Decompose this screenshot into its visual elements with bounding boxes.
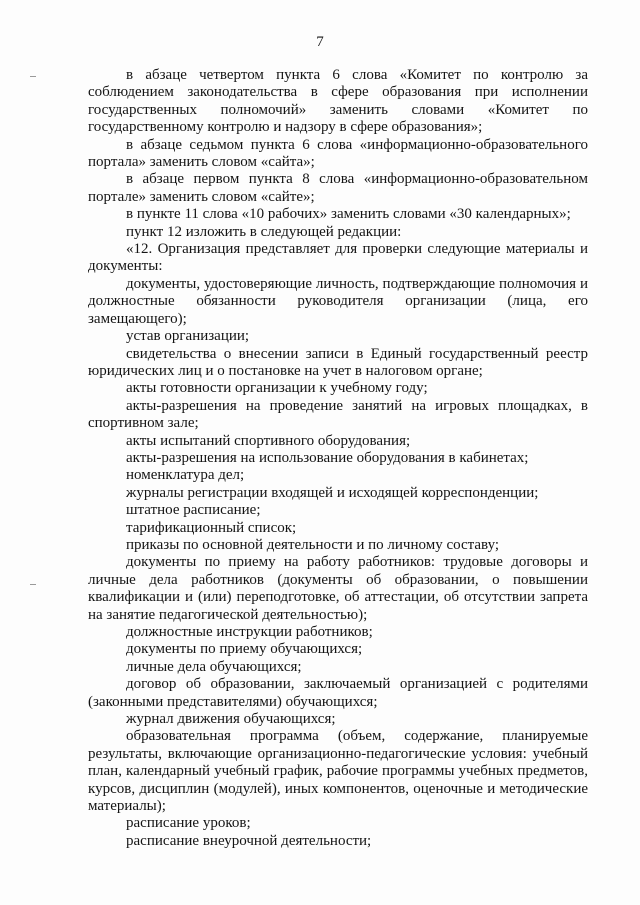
paragraph: в пункте 11 слова «10 рабочих» заменить словами «30 календарных»; [126, 206, 571, 223]
paragraph: «12. Организация представляет для проверки следующие материалы и документы: [88, 241, 588, 275]
document-body [88, 67, 588, 850]
paragraph: журналы регистрации входящей и исходящей корреспонденции; [126, 484, 539, 501]
paragraph: устав организации; [126, 328, 250, 345]
paragraph: приказы по основной деятельности и по личному составу; [126, 536, 500, 553]
paragraph: расписание уроков; [126, 815, 251, 832]
paragraph: пункт 12 изложить в следующей редакции: [126, 223, 402, 240]
paragraph: штатное расписание; [126, 502, 261, 519]
paragraph: в абзаце четвертом пункта 6 слова «Комитет по контролю за соблюдением законодательства в сфере образования при исполнении государственных полномочий» заменить словами «Комитет по государственному контролю и надзору в сфере образования»; [88, 67, 588, 136]
paragraph: личные дела обучающихся; [126, 658, 302, 675]
paragraph: договор об образовании, заключаемый организацией с родителями (законными представителями) обучающихся; [88, 676, 588, 710]
paragraph: образовательная программа (объем, содержание, планируемые результаты, включающие организационно-педагогические условия: учебный план, календарный учебный график, рабочие программы учебных предметов, курсов, дисциплин (модулей), иных компонентов, оценочные и методические материалы); [88, 728, 588, 815]
paragraph: в абзаце седьмом пункта 6 слова «информационно-образовательного портала» заменить словом «сайта»; [88, 136, 588, 171]
paragraph: должностные инструкции работников; [126, 624, 373, 640]
paragraph: в абзаце первом пункта 8 слова «информационно-образовательном портале» заменить словом «сайте»; [88, 171, 588, 205]
paragraph: акты готовности организации к учебному году; [126, 380, 428, 397]
margin-mark [30, 76, 36, 77]
paragraph: расписание внеурочной деятельности; [126, 832, 372, 849]
paragraph: номенклатура дел; [126, 467, 245, 484]
page-number: 7 [316, 34, 324, 50]
paragraph: акты-разрешения на проведение занятий на игровых площадках, в спортивном зале; [88, 397, 588, 432]
paragraph: акты-разрешения на использование оборудования в кабинетах; [126, 449, 529, 466]
paragraph: акты испытаний спортивного оборудования; [126, 432, 411, 449]
paragraph: документы, удостоверяющие личность, подтверждающие полномочия и должностные обязанности руководителя организации (лица, его замещающего); [88, 275, 588, 327]
paragraph: документы по приему на работу работников: трудовые договоры и личные дела работников (документы об образовании, о повышении квалификации и (или) переподготовке, об аттестации, об отсутствии запрета на занятие педагогической деятельностью); [88, 554, 588, 623]
paragraph: журнал движения обучающихся; [126, 711, 336, 728]
margin-mark [30, 584, 36, 585]
paragraph: документы по приему обучающихся; [126, 641, 363, 658]
paragraph: свидетельства о внесении записи в Единый государственный реестр юридических лиц и о постановке на учет в налоговом органе; [88, 345, 588, 379]
paragraph: тарификационный список; [126, 519, 297, 536]
